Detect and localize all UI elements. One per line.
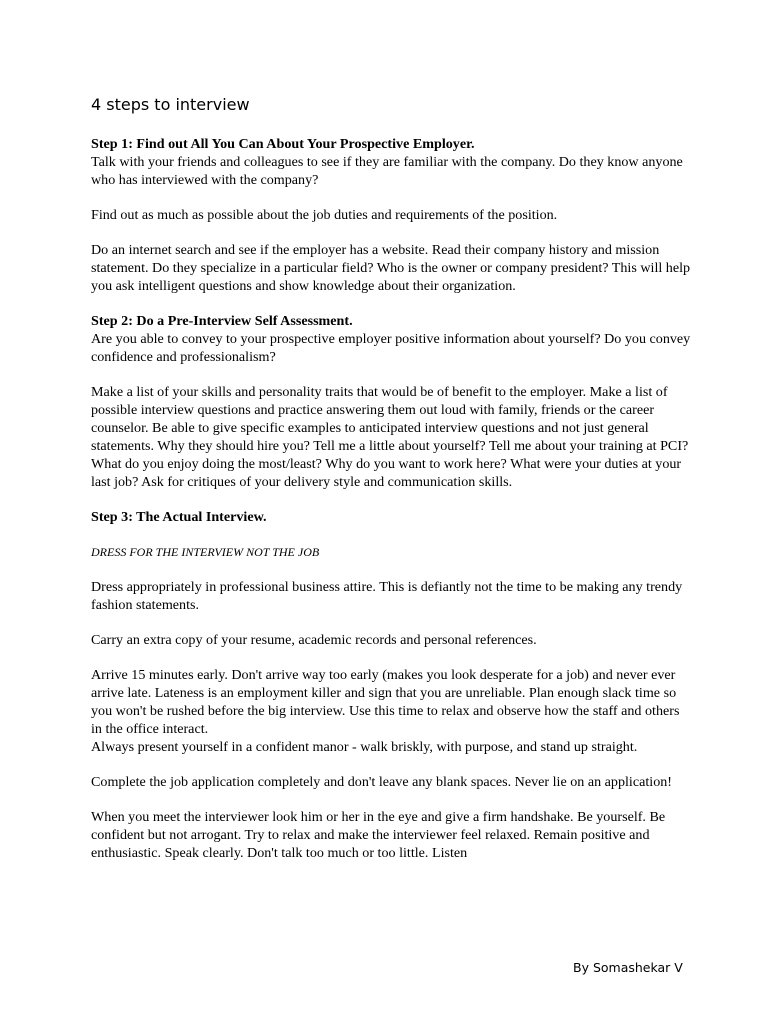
step3-block-arrive	[91, 666, 691, 756]
step1-block	[91, 135, 691, 189]
step3-paragraph-3b: Always present yourself in a confident manor - walk briskly, with purpose, and stand up straight.	[91, 739, 638, 755]
document-title: 4 steps to interview	[91, 95, 250, 114]
step2-paragraph-1: Are you able to convey to your prospective employer positive information about yourself? Do you convey confidence and professionalism?	[91, 331, 691, 365]
step1-paragraph-3: Do an internet search and see if the employer has a website. Read their company history and mission statement. Do they specialize in a particular field? Who is the owner or company president? This will help you ask intelligent questions and show knowledge about their organization.	[91, 242, 691, 294]
step3-paragraph-4: Complete the job application completely and don't leave any blank spaces. Never lie on an application!	[91, 774, 672, 790]
author-footer: By Somashekar V	[573, 960, 683, 975]
step2-block	[91, 312, 691, 366]
step3-paragraph-1: Dress appropriately in professional business attire. This is defiantly not the time to be making any trendy fashion statements.	[91, 579, 683, 613]
step3-block	[91, 508, 691, 526]
step3-paragraph-3: Arrive 15 minutes early. Don't arrive way too early (makes you look desperate for a job) and never ever arrive late. Lateness is an employment killer and sign that you are unreliable. Plan enough slack time so you won't be rushed before the big interview. Use this time to relax and observe how the staff and others in the office interact.	[91, 667, 680, 737]
step1-paragraph-2: Find out as much as possible about the job duties and requirements of the position.	[91, 207, 558, 223]
step2-heading: Step 2: Do a Pre-Interview Self Assessment.	[91, 313, 353, 329]
document-body	[91, 135, 691, 879]
step3-subheading: DRESS FOR THE INTERVIEW NOT THE JOB	[91, 545, 320, 559]
step1-heading: Step 1: Find out All You Can About Your Prospective Employer.	[91, 136, 475, 152]
step2-paragraph-2: Make a list of your skills and personality traits that would be of benefit to the employer. Make a list of possible interview questions and practice answering them out loud with family, friends or the career counselor. Be able to give specific examples to anticipated interview questions and not just general statements. Why they should hire you? Tell me a little about yourself? Tell me about your training at PCI? What do you enjoy doing the most/least? Why do you want to work here? What were your duties at your last job? Ask for critiques of your delivery style and communication skills.	[91, 384, 689, 490]
step1-paragraph-1: Talk with your friends and colleagues to see if they are familiar with the company. Do they know anyone who has interviewed with the company?	[91, 154, 683, 188]
step3-heading: Step 3: The Actual Interview.	[91, 509, 267, 525]
step3-paragraph-2: Carry an extra copy of your resume, academic records and personal references.	[91, 632, 537, 648]
step3-paragraph-5: When you meet the interviewer look him or her in the eye and give a firm handshake. Be yourself. Be confident but not arrogant. Try to relax and make the interviewer feel relaxed. Remain positive and enthusiastic. Speak clearly. Don't talk too much or too little. Listen	[91, 809, 666, 861]
